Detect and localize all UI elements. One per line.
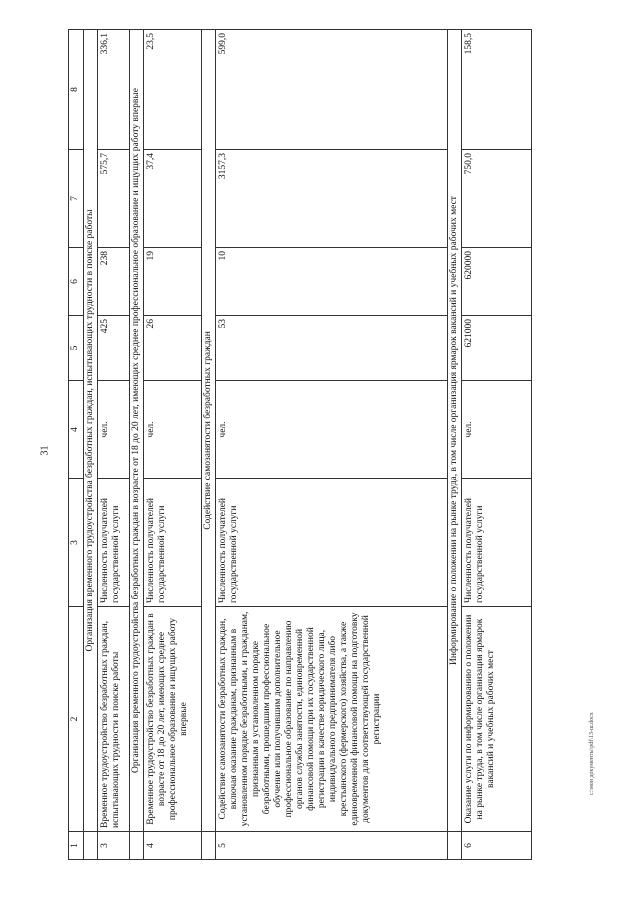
- value-col8: 158,5: [462, 30, 532, 150]
- service-name: Оказание услуги по информированию о положении на рынке труда, в том числе организация ярмарок вакансий и учебных рабочих мест: [462, 607, 532, 832]
- table-row: [462, 30, 532, 860]
- section-row: [202, 30, 216, 860]
- value-col7: 750,0: [462, 150, 532, 248]
- section-row: [130, 30, 144, 860]
- table-row: [144, 30, 202, 860]
- header-cell: 3: [69, 479, 84, 607]
- row-number: 3: [98, 832, 130, 860]
- value-col6: 19: [144, 248, 202, 316]
- indicator-name: Численность получателей государственной услуги: [144, 479, 202, 607]
- service-name: Содействие самозанятости безработных граждан, включая оказание гражданам, признанным в установленном порядке безработными, и гражданам, признанным в установленном порядке безработными, прошедшим профессиональное обучение или получившим дополнительное профессиональное образование по направлению органов службы занятости, единовременной финансовой помощи при их государственной регистрации в качестве юридического лица, индивидуального предпринимателя либо крестьянского (фермерского) хозяйства, а также единовременной финансовой помощи на подготовку документов для соответствующей государственной регистрации: [216, 607, 448, 832]
- section-row: [448, 30, 462, 860]
- value-col5: 621000: [462, 316, 532, 381]
- rotated-table-container: [68, 30, 608, 860]
- unit-cell: чел.: [144, 381, 202, 479]
- row-number: 5: [216, 832, 448, 860]
- service-name: Временное трудоустройство безработных граждан, испытывающих трудности в поиске работы: [98, 607, 130, 832]
- header-cell: 5: [69, 316, 84, 381]
- table-row: [98, 30, 130, 860]
- unit-cell: чел.: [216, 381, 448, 479]
- value-col6: 10: [216, 248, 448, 316]
- section-title: Организация временного трудоустройства безработных граждан, испытывающих трудности в поиске работы: [84, 30, 98, 832]
- value-col7: 37,4: [144, 150, 202, 248]
- value-col5: 26: [144, 316, 202, 381]
- value-col6: 620000: [462, 248, 532, 316]
- unit-cell: чел.: [462, 381, 532, 479]
- header-cell: 4: [69, 381, 84, 479]
- header-cell: 8: [69, 30, 84, 150]
- value-col8: 23,5: [144, 30, 202, 150]
- header-cell: 2: [69, 607, 84, 832]
- service-name: Временное трудоустройство безработных граждан в возрасте от 18 до 20 лет, имеющих среднее профессиональное образование и ищущих работу впервые: [144, 607, 202, 832]
- header-row: [69, 30, 84, 860]
- section-empty-cell: [448, 832, 462, 860]
- indicator-name: Численность получателей государственной услуги: [462, 479, 532, 607]
- row-number: 4: [144, 832, 202, 860]
- value-col5: 425: [98, 316, 130, 381]
- section-empty-cell: [84, 832, 98, 860]
- page-number: 31: [39, 445, 51, 456]
- value-col8: 599,0: [216, 30, 448, 150]
- indicator-name: Численность получателей государственной услуги: [98, 479, 130, 607]
- value-col5: 53: [216, 316, 448, 381]
- section-empty-cell: [202, 832, 216, 860]
- value-col6: 238: [98, 248, 130, 316]
- row-number: 6: [462, 832, 532, 860]
- section-title: Содействие самозанятости безработных граждан: [202, 30, 216, 832]
- data-table: [68, 29, 532, 860]
- value-col8: 336,1: [98, 30, 130, 150]
- table-row: [216, 30, 448, 860]
- value-col7: 3157,3: [216, 150, 448, 248]
- section-row: [84, 30, 98, 860]
- section-title: Информирование о положении на рынке труда, в том числе организация ярмарок вакансий и учебных рабочих мест: [448, 30, 462, 832]
- value-col7: 575,7: [98, 150, 130, 248]
- unit-cell: чел.: [98, 381, 130, 479]
- section-empty-cell: [130, 832, 144, 860]
- indicator-name: Численность получателей государственной услуги: [216, 479, 448, 607]
- header-cell: 6: [69, 248, 84, 316]
- section-title: Организация временного трудоустройства безработных граждан в возрасте от 18 до 20 лет, имеющих среднее профессиональное образование и ищущих работу впервые: [130, 30, 144, 832]
- header-cell: 1: [69, 832, 84, 860]
- header-cell: 7: [69, 150, 84, 248]
- footer-path: c:\мои документы\pdf\13-ш.docx: [589, 712, 595, 795]
